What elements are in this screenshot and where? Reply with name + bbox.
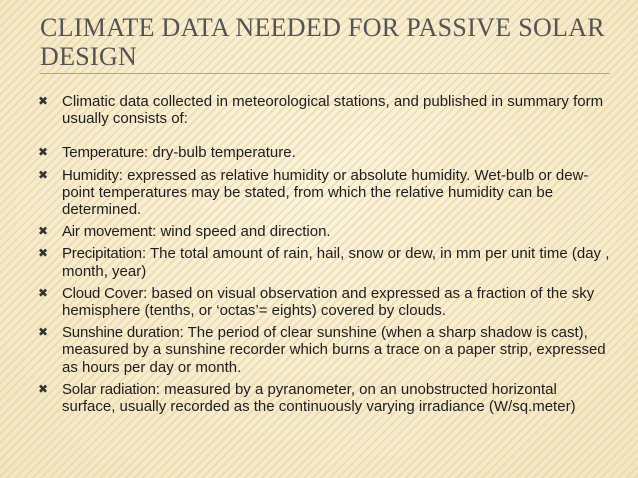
x-bullet-icon: ✖ bbox=[38, 167, 49, 182]
term-precipitation: Precipitation bbox=[62, 245, 142, 263]
term-solar-radiation: Solar radiation bbox=[62, 380, 156, 398]
term-air-movement: Air movement bbox=[62, 223, 153, 241]
desc-cloud-cover: : based on visual observation and expressed as a fraction of the sky hemisphere (tenths, or ‘octas’= eights) covered by clouds. bbox=[62, 284, 595, 320]
title-divider bbox=[40, 73, 610, 74]
term-humidity: Humidity bbox=[62, 166, 119, 184]
desc-humidity: : expressed as relative humidity or absolute humidity. Wet-bulb or dew-point temperatures may be stated, from which the relative humidity can be determined. bbox=[62, 166, 589, 219]
x-bullet-icon: ✖ bbox=[38, 145, 49, 160]
x-bullet-icon: ✖ bbox=[38, 285, 49, 300]
bullet-solar-radiation bbox=[38, 381, 610, 415]
bullet-temperature bbox=[38, 144, 610, 161]
desc-air-movement: : wind speed and direction. bbox=[152, 223, 331, 241]
desc-solar-radiation: : measured by a pyranometer, on an unobstructed horizontal surface, usually recorded as the continuously varying irradiance (W/sq.meter) bbox=[62, 380, 576, 416]
slide-title: CLIMATE DATA NEEDED FOR PASSIVE SOLAR DESIGN bbox=[40, 13, 605, 71]
term-sunshine-duration: Sunshine duration bbox=[62, 324, 180, 342]
bullet-intro-text: Climatic data collected in meteorological stations, and published in summary form usually consists of: bbox=[62, 93, 604, 128]
bullet-air-movement bbox=[38, 223, 610, 240]
x-bullet-icon: ✖ bbox=[38, 94, 49, 108]
desc-sunshine-duration: : The period of clear sunshine (when a sharp shadow is cast), measured by a sunshine recorder which burns a trace on a paper strip, expressed as hours per day or month. bbox=[62, 324, 606, 376]
x-bullet-icon: ✖ bbox=[38, 224, 49, 239]
bullet-humidity bbox=[38, 167, 610, 219]
bullet-list bbox=[38, 93, 610, 420]
term-cloud-cover: Cloud Cover bbox=[62, 284, 144, 302]
bullet-cloud-cover bbox=[38, 285, 610, 319]
desc-temperature: : dry-bulb temperature. bbox=[144, 144, 296, 162]
x-bullet-icon: ✖ bbox=[38, 325, 49, 340]
bullet-precipitation bbox=[38, 245, 610, 279]
x-bullet-icon: ✖ bbox=[38, 246, 49, 261]
bullet-intro bbox=[38, 93, 610, 127]
term-temperature: Temperature bbox=[62, 144, 145, 162]
x-bullet-icon: ✖ bbox=[38, 381, 49, 396]
bullet-sunshine-duration bbox=[38, 324, 610, 376]
desc-precipitation: : The total amount of rain, hail, snow or dew, in mm per unit time (day , month, year) bbox=[62, 245, 610, 280]
